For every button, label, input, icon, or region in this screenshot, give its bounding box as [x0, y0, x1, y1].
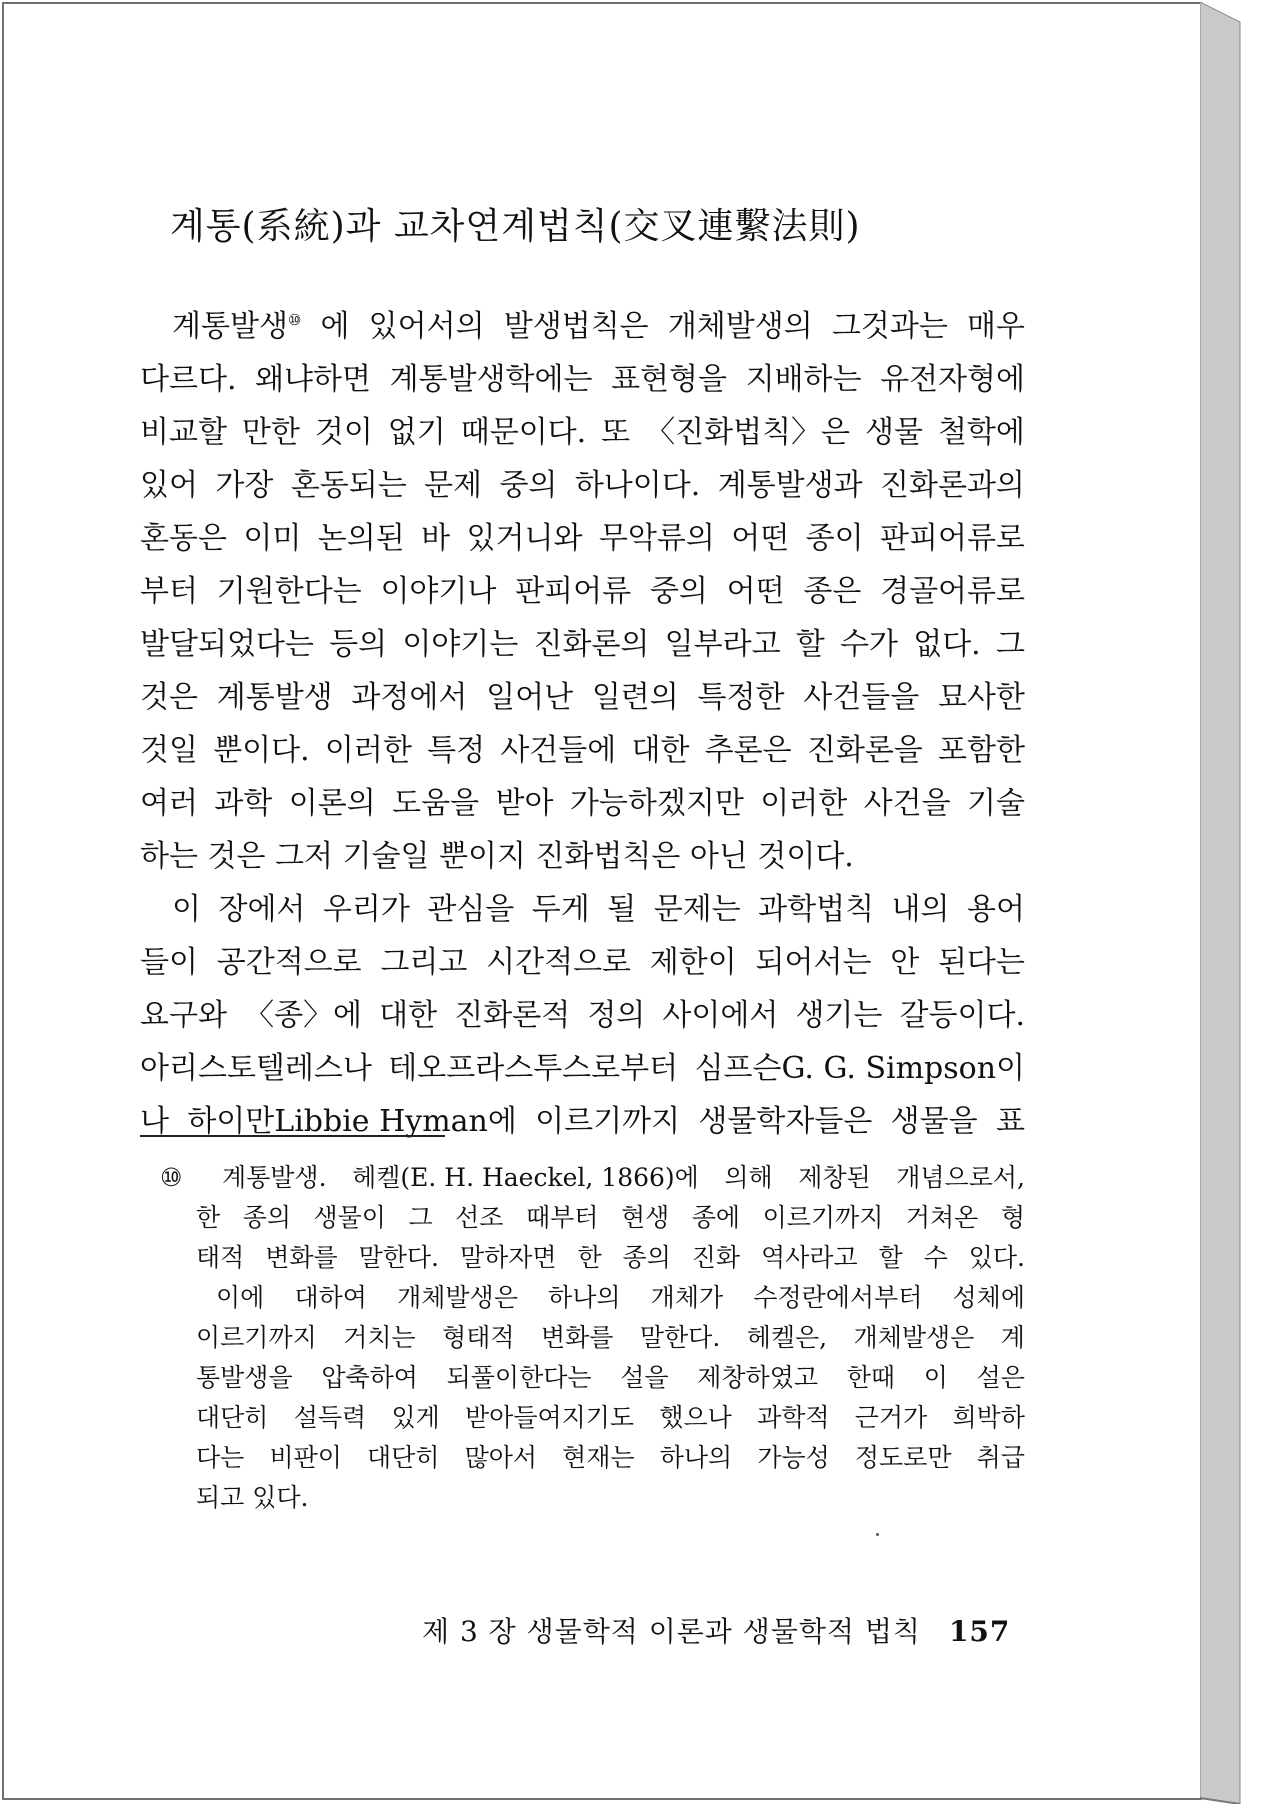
word: 없기	[387, 415, 446, 450]
paragraph-1	[140, 300, 1025, 883]
word: 변화를	[265, 1243, 338, 1272]
text-line	[140, 565, 1025, 618]
word: 과정에서	[351, 680, 468, 715]
word: 기술	[966, 786, 1025, 821]
word: 개념으로서,	[896, 1163, 1025, 1192]
text-line	[140, 883, 1025, 936]
word: 된다는	[937, 945, 1025, 980]
word: 있게	[391, 1403, 440, 1432]
word: 종의	[622, 1243, 671, 1272]
word: 과학법칙	[758, 892, 875, 927]
word: 또	[601, 415, 631, 450]
word: 문제	[424, 468, 483, 503]
word: 비판이	[269, 1443, 342, 1472]
word: 유전자형에	[880, 362, 1025, 397]
word: 있어	[140, 468, 198, 503]
word: 이야기나	[380, 574, 497, 609]
text-line	[140, 1095, 1025, 1148]
word: 개체발생은	[853, 1323, 975, 1352]
word: 들이	[140, 945, 198, 980]
word: 종에	[691, 1203, 741, 1232]
word: 태적	[196, 1243, 245, 1272]
word: 그	[408, 1203, 433, 1232]
word: 아리스토텔레스나	[140, 1051, 372, 1086]
word: 생물을	[890, 1104, 978, 1139]
word: 혼동되는	[290, 468, 407, 503]
text-line	[140, 671, 1025, 724]
word: 진화론과의	[880, 468, 1025, 503]
word: 묘사한	[937, 680, 1025, 715]
word: 부터	[140, 574, 198, 609]
word: 중의	[499, 468, 558, 503]
word: 〈진화법칙〉은	[645, 415, 851, 450]
word: 발달되었다는	[140, 627, 314, 662]
word: 헤켈(E. H. Haeckel, 1866)에	[352, 1163, 699, 1192]
word: 특정	[427, 733, 486, 768]
word: 등의	[329, 627, 388, 662]
word: 이	[172, 892, 201, 927]
word: 진화	[691, 1243, 741, 1272]
word: 관심을	[427, 892, 515, 927]
word: 심프슨G. G. Simpson이	[694, 1051, 1025, 1086]
word: 이르기까지	[762, 1203, 884, 1232]
word: 생물이	[313, 1203, 386, 1232]
word: 혼동은	[140, 521, 227, 556]
word: 특정한	[697, 680, 785, 715]
word: 말하자면	[459, 1243, 557, 1272]
word: 과학적	[757, 1403, 830, 1432]
word: 표현형을	[611, 362, 727, 397]
word: 계통발생.	[221, 1163, 327, 1192]
paragraph-2	[140, 883, 1025, 1148]
word: 어떤	[731, 521, 790, 556]
word: 정의	[587, 998, 646, 1033]
word: 어떤	[726, 574, 785, 609]
word: 한	[196, 1203, 221, 1232]
page-edge	[1200, 2, 1260, 1804]
text-line	[140, 1042, 1025, 1095]
word: 있어서의	[368, 309, 485, 344]
word: 판피어류	[515, 574, 632, 609]
text-line	[160, 1358, 1025, 1398]
word: 무악류의	[598, 521, 715, 556]
word: 희박하	[952, 1403, 1025, 1432]
word: 대한	[631, 733, 690, 768]
word: 논의된	[317, 521, 405, 556]
word: 수	[923, 1243, 948, 1272]
text-line	[140, 936, 1025, 989]
word: 되풀이한다는	[446, 1363, 592, 1392]
word: 현생	[620, 1203, 670, 1232]
word: 이러한	[760, 786, 848, 821]
word: 선조	[455, 1203, 504, 1232]
page-number: 157	[948, 1615, 1011, 1648]
word: 요구와	[140, 998, 227, 1033]
word: 왜냐하면	[255, 362, 371, 397]
word: 갈등이다.	[899, 998, 1025, 1033]
word: 계통발생학에는	[389, 362, 593, 397]
word: 일어난	[486, 680, 574, 715]
word: 가능하겠지만	[569, 786, 744, 821]
word: 형태적	[442, 1323, 515, 1352]
word: 성체에	[952, 1283, 1025, 1312]
word: 가장	[215, 468, 274, 503]
body-text	[140, 300, 1025, 1148]
word: 때문이다.	[460, 415, 587, 450]
word: 거치는	[343, 1323, 416, 1352]
word: 기원한다는	[216, 574, 362, 609]
word: 이론의	[288, 786, 376, 821]
word: 종이	[805, 521, 864, 556]
word: 할	[795, 627, 825, 662]
word: 시간적으로	[486, 945, 632, 980]
word: 만한	[241, 415, 300, 450]
text-line	[140, 300, 1025, 353]
word: 설을	[620, 1363, 669, 1392]
footnote	[160, 1158, 1025, 1518]
word: 사건들에	[500, 733, 617, 768]
word: 발생법칙은	[503, 309, 649, 344]
text-line	[140, 830, 1025, 883]
word: 의해	[724, 1163, 773, 1192]
section-heading: 계통(系統)과 교차연계법칙(交叉連繫法則)	[170, 206, 861, 247]
word: 종의	[242, 1203, 291, 1232]
footnote-marker: ⑩	[160, 1163, 183, 1192]
word: 우리가	[322, 892, 410, 927]
word: 가능성	[757, 1443, 830, 1472]
word: 받아들여지기도	[465, 1403, 635, 1432]
word: 도움을	[392, 786, 480, 821]
word: 되고 있다.	[196, 1483, 309, 1512]
word: 이르기까지	[535, 1104, 681, 1139]
word: 계	[1000, 1323, 1025, 1352]
word: 현재는	[562, 1443, 635, 1472]
word: 일부라고	[664, 627, 781, 662]
word: 다는	[196, 1443, 245, 1472]
word: 과학	[214, 786, 273, 821]
word: 두게	[531, 892, 590, 927]
word: 변화를	[540, 1323, 614, 1352]
running-footer	[422, 1610, 1010, 1650]
word: 생기는	[795, 998, 883, 1033]
word: 생물학자들은	[698, 1104, 873, 1139]
word: 계통발생⑩	[172, 309, 302, 344]
word: 될	[607, 892, 637, 927]
word: 그리고	[380, 945, 468, 980]
footnote-divider	[140, 1135, 445, 1137]
text-line	[140, 724, 1025, 777]
word: 그	[995, 627, 1025, 662]
word: 제창하였고	[697, 1363, 819, 1392]
word: 그것과는	[831, 309, 948, 344]
word: 사이에서	[662, 998, 779, 1033]
word: 근거가	[854, 1403, 928, 1432]
word: 많아서	[464, 1443, 538, 1472]
word: 역사라고	[761, 1243, 858, 1272]
word: 에	[320, 309, 350, 344]
word: 여러	[140, 786, 198, 821]
word: 사건을	[863, 786, 951, 821]
word: 생물	[865, 415, 923, 450]
word: 설은	[976, 1363, 1025, 1392]
word: 것이	[314, 415, 373, 450]
word: 이야기는	[402, 627, 519, 662]
text-line	[140, 512, 1025, 565]
word: 내의	[891, 892, 950, 927]
word: 할	[878, 1243, 903, 1272]
word: 대단히	[367, 1443, 440, 1472]
word: 때부터	[525, 1203, 599, 1232]
text-line	[140, 989, 1025, 1042]
word: 테오프라스투스로부터	[388, 1051, 679, 1086]
word: 나	[140, 1104, 169, 1139]
word: 있다.	[968, 1243, 1025, 1272]
text-line	[160, 1158, 1025, 1198]
footnote-reference[interactable]: ⑩	[287, 311, 302, 329]
word: 이미	[243, 521, 302, 556]
word: 계통발생	[216, 680, 333, 715]
word: 포함한	[938, 733, 1025, 768]
word: 장에서	[218, 892, 306, 927]
word: 했으나	[659, 1403, 732, 1432]
word: 추론은	[704, 733, 792, 768]
word: 설득력	[293, 1403, 367, 1432]
word: 계통발생과	[717, 468, 863, 503]
word: 이르기까지	[196, 1323, 317, 1352]
word: 판피어류로	[880, 521, 1025, 556]
word: 제한이	[649, 945, 737, 980]
word: 되어서는	[755, 945, 872, 980]
text-line	[160, 1398, 1025, 1438]
text-line	[160, 1478, 1025, 1518]
word: 철학에	[937, 415, 1025, 450]
word: 형	[1000, 1203, 1025, 1232]
word: 압축하여	[321, 1363, 418, 1392]
word: 이에	[216, 1283, 265, 1312]
word: 문제는	[653, 892, 741, 927]
word: 한	[577, 1243, 602, 1272]
word: 취급	[976, 1443, 1025, 1472]
word: 받아	[495, 786, 554, 821]
word: 수가	[840, 627, 898, 662]
word: 이러한	[324, 733, 412, 768]
word: 하나의	[659, 1443, 733, 1472]
word: 경골어류로	[880, 574, 1025, 609]
word: 하이만Libbie Hyman에	[187, 1104, 517, 1139]
speck	[876, 1533, 879, 1536]
word: 이	[923, 1363, 948, 1392]
word: 진화론을	[806, 733, 923, 768]
word: 것일	[140, 733, 198, 768]
word: 대단히	[196, 1403, 269, 1432]
word: 것은	[140, 680, 198, 715]
word: 거쳐온	[905, 1203, 979, 1232]
word: 헤켈은,	[746, 1323, 828, 1352]
text-line	[160, 1238, 1025, 1278]
word: 개체가	[650, 1283, 724, 1312]
word: 사건들을	[803, 680, 920, 715]
word: 수정란에서부터	[753, 1283, 923, 1312]
word: 진화론적	[454, 998, 571, 1033]
word: 안	[890, 945, 920, 980]
text-line	[160, 1198, 1025, 1238]
word: 없다.	[913, 627, 981, 662]
word: 진화론의	[533, 627, 650, 662]
word: 대하여	[294, 1283, 367, 1312]
text-line	[160, 1438, 1025, 1478]
word: 정도로만	[854, 1443, 952, 1472]
word: 하나의	[548, 1283, 621, 1312]
word: 공간적으로	[216, 945, 362, 980]
word: 하나이다.	[574, 468, 701, 503]
word: 대한	[379, 998, 438, 1033]
word: 통발생을	[196, 1363, 293, 1392]
word: 있거니와	[466, 521, 583, 556]
word: 중의	[649, 574, 708, 609]
word: 용어	[967, 892, 1025, 927]
word: 종은	[803, 574, 862, 609]
word: 지배하는	[745, 362, 862, 397]
word: 다르다.	[140, 362, 237, 397]
text-line	[140, 353, 1025, 406]
word: 말한다.	[358, 1243, 440, 1272]
word: 한때	[846, 1363, 896, 1392]
word: 개체발생은	[397, 1283, 518, 1312]
text-line	[140, 777, 1025, 830]
word: 바	[421, 521, 451, 556]
text-line	[140, 459, 1025, 512]
word: 말한다.	[639, 1323, 721, 1352]
chapter-title: 제 3 장 생물학적 이론과 생물학적 법칙	[422, 1615, 921, 1648]
word: 일련의	[591, 680, 679, 715]
word: 매우	[966, 309, 1025, 344]
word: 뿐이다.	[213, 733, 310, 768]
word: 〈종〉에	[244, 998, 363, 1033]
word: 비교할	[140, 415, 227, 450]
text-line	[160, 1278, 1025, 1318]
text-line	[140, 618, 1025, 671]
word: 제창된	[798, 1163, 871, 1192]
word: 개체발생의	[667, 309, 813, 344]
text-line	[140, 406, 1025, 459]
word: 하는 것은 그저 기술일 뿐이지 진화법칙은 아닌 것이다.	[140, 839, 854, 874]
text-line	[160, 1318, 1025, 1358]
word: 표	[995, 1104, 1025, 1139]
